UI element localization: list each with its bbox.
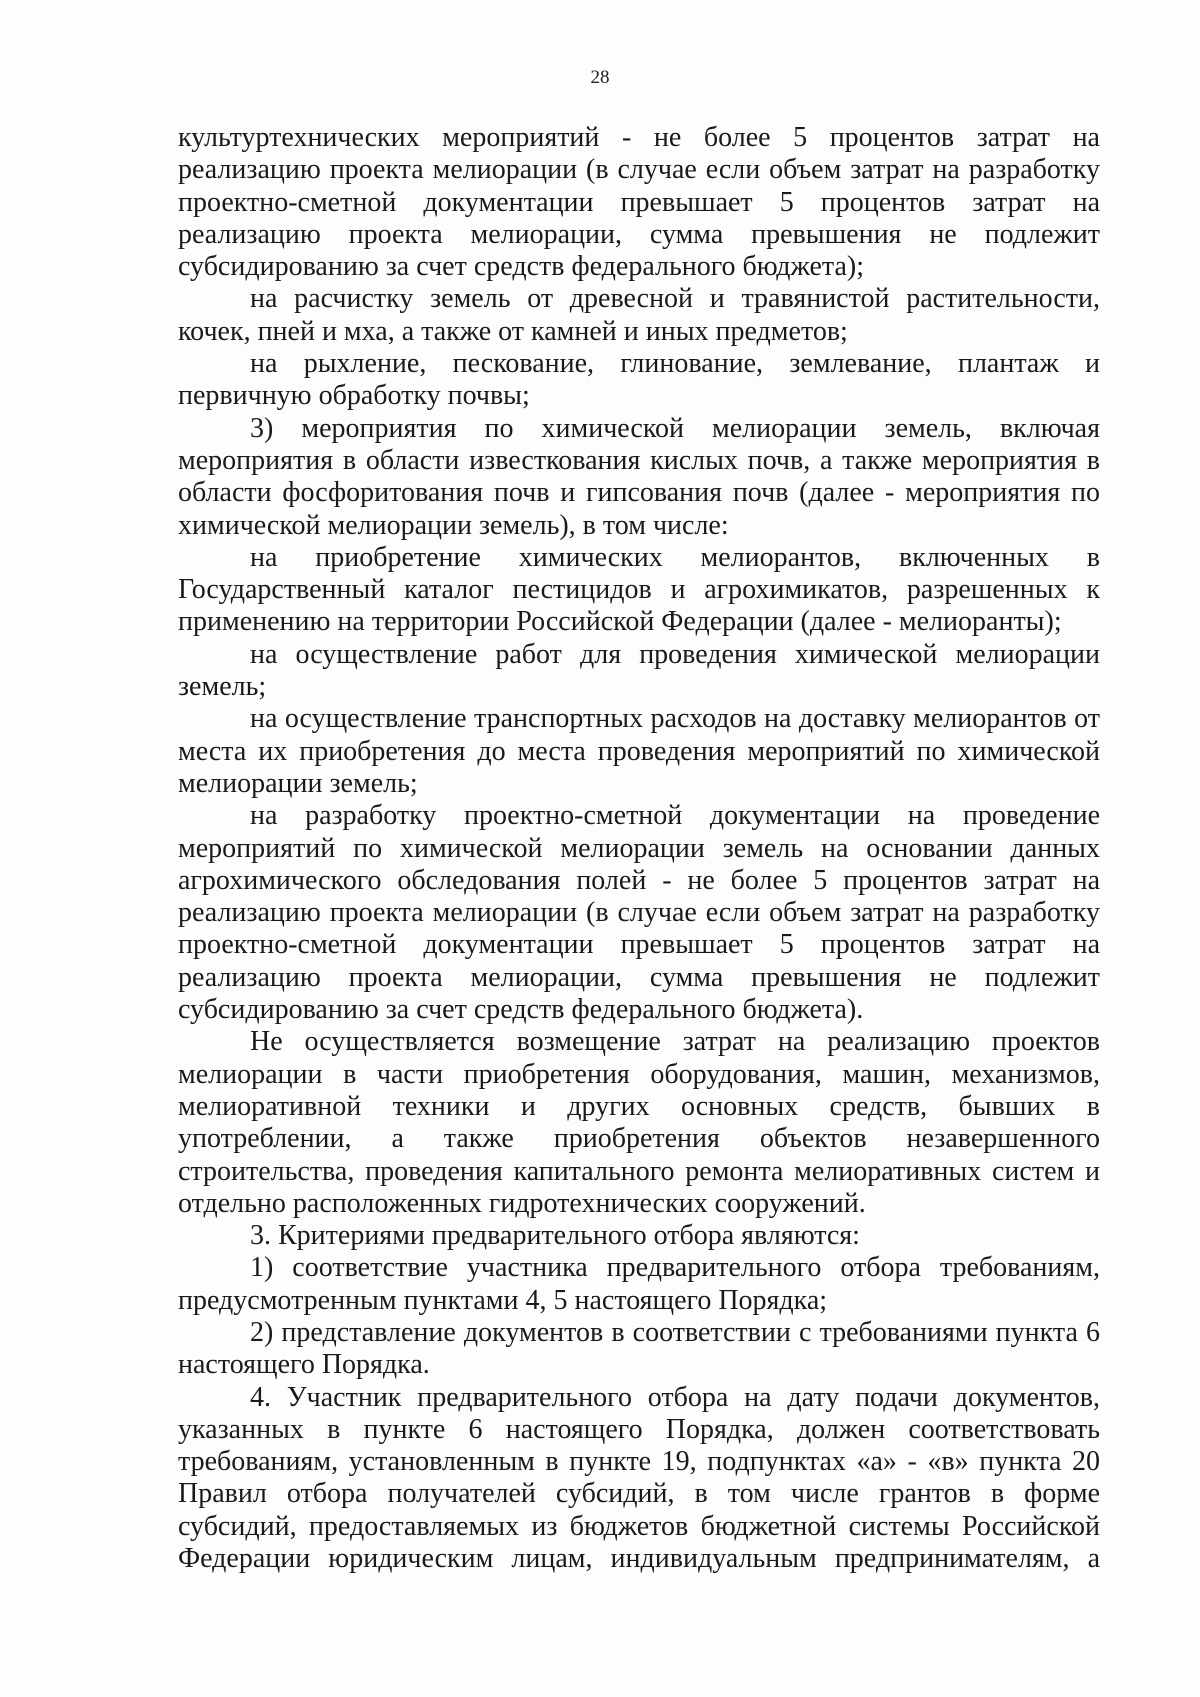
paragraph: 3) мероприятия по химической мелиорации земель, включая мероприятия в области известкования кислых почв, а также мероприятия в области фосфоритования почв и гипсования почв (далее - мероприятия по химической мелиорации земель), в том числе: [178,412,1100,541]
paragraph: на рыхление, пескование, глинование, землевание, плантаж и первичную обработку почвы; [178,348,1100,412]
paragraph: 2) представление документов в соответствии с требованиями пункта 6 настоящего Порядка. [178,1316,1100,1381]
paragraph: на осуществление работ для проведения химической мелиорации земель; [178,638,1100,703]
paragraph: на разработку проектно-сметной документации на проведение мероприятий по химической мелиорации земель на основании данных агрохимического обследования полей - не более 5 процентов затрат на реализацию проекта мелиорации (в случае если объем затрат на разработку проектно-сметной документации превышает 5 процентов затрат на реализацию проекта мелиорации, сумма превышения не подлежит субсидированию за счет средств федерального бюджета). [178,800,1100,1026]
paragraph-continuation: культуртехнических мероприятий - не более 5 процентов затрат на реализацию проекта мелиорации (в случае если объем затрат на разработку проектно-сметной документации превышает 5 процентов затрат на реализацию проекта мелиорации, сумма превышения не подлежит субсидированию за счет средств федерального бюджета); [178,122,1100,283]
paragraph: на приобретение химических мелиорантов, включенных в Государственный каталог пестицидов и агрохимикатов, разрешенных к применению на территории Российской Федерации (далее - мелиоранты); [178,541,1100,638]
paragraph: 3. Критериями предварительного отбора являются: [250,1220,860,1252]
paragraph: 4. Участник предварительного отбора на дату подачи документов, указанных в пункте 6 настоящего Порядка, должен соответствовать требованиям, установленным в пункте 19, подпунктах «а» - «в» пункта 20 Правил отбора получателей субсидий, в том числе грантов в форме субсидий, предоставляемых из бюджетов бюджетной системы Российской Федерации юридическим лицам, индивидуальным предпринимателям, а [178,1381,1100,1575]
document-body [178,122,1100,1575]
page-number: 28 [590,67,610,88]
paragraph: на расчистку земель от древесной и травянистой растительности, кочек, пней и мха, а также от камней и иных предметов; [178,283,1100,347]
paragraph: на осуществление транспортных расходов на доставку мелиорантов от места их приобретения до места проведения мероприятий по химической мелиорации земель; [178,703,1100,799]
paragraph: Не осуществляется возмещение затрат на реализацию проектов мелиорации в части приобретения оборудования, машин, механизмов, мелиоративной техники и других основных средств, бывших в употреблении, а также приобретения объектов незавершенного строительства, проведения капитального ремонта мелиоративных систем и отдельно расположенных гидротехнических сооружений. [178,1026,1100,1219]
paragraph: 1) соответствие участника предварительного отбора требованиям, предусмотренным пунктами 4, 5 настоящего Порядка; [178,1252,1100,1316]
